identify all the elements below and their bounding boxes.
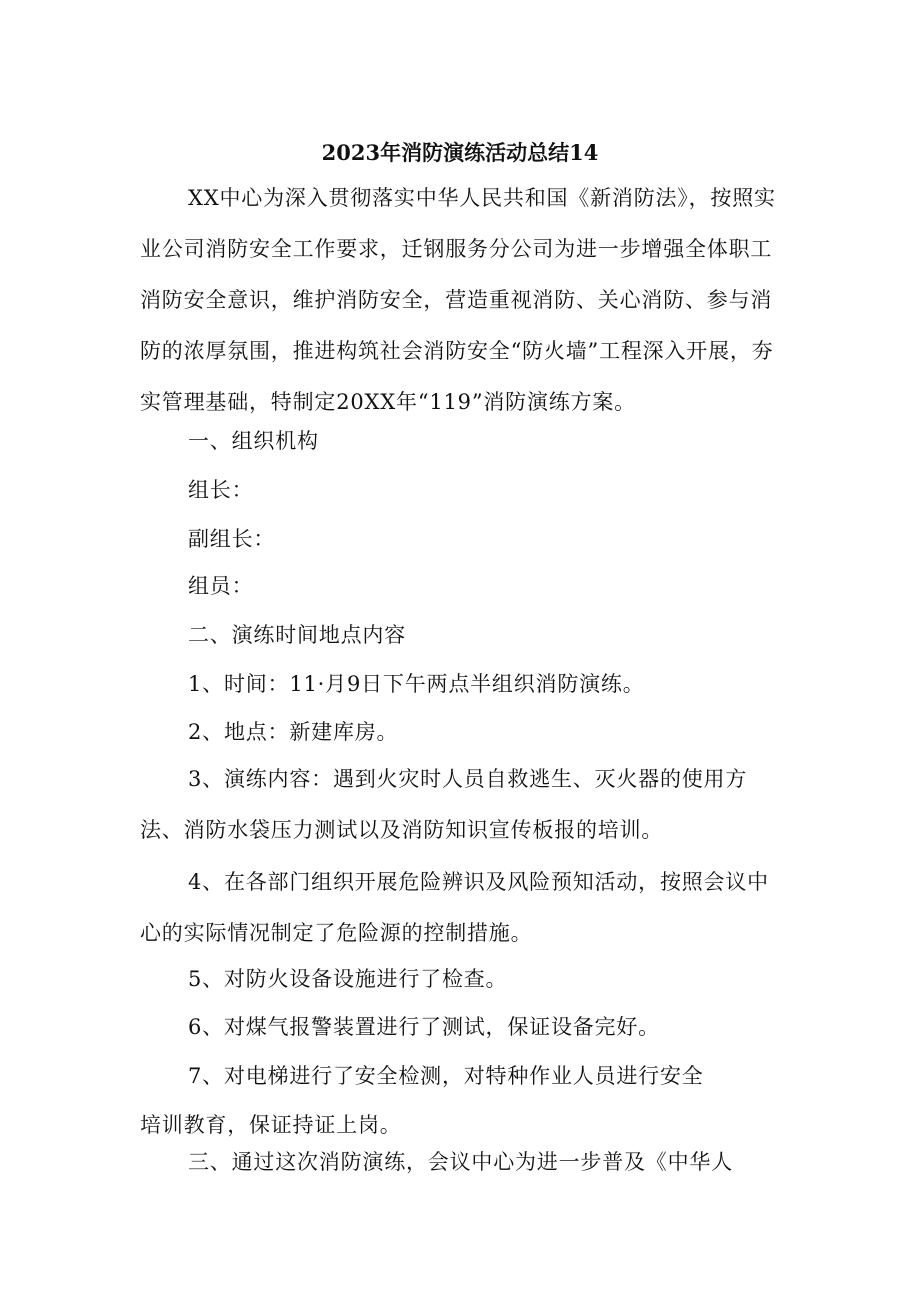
item-risk-identification: 4、在各部门组织开展危险辨识及风险预知活动，按照会议中心的实际情况制定了危险源的控制措施。: [140, 870, 769, 945]
deputy-leader-line: 副组长：: [188, 527, 276, 551]
section3-start: 三、通过这次消防演练，会议中心为进一步普及《中华人: [188, 1150, 733, 1174]
members-line: 组员：: [188, 574, 254, 598]
item-content: 3、演练内容：遇到火灾时人员自救逃生、灭火器的使用方法、消防水袋压力测试以及消防知识宣传板报的培训。: [140, 767, 748, 842]
item-elevator-line2: 培训教育，保证持证上岗。: [140, 1113, 402, 1137]
item-time: 1、时间：11·月9日下午两点半组织消防演练。: [188, 672, 645, 696]
item-gas-alarm: 6、对煤气报警装置进行了测试，保证设备完好。: [188, 1015, 660, 1039]
item-fire-equipment: 5、对防火设备设施进行了检查。: [188, 967, 508, 991]
item-elevator-line1: 7、对电梯进行了安全检测，对特种作业人员进行安全: [188, 1064, 704, 1088]
item-location: 2、地点：新建库房。: [188, 720, 399, 744]
section2-heading: 二、演练时间地点内容: [188, 623, 406, 647]
intro-paragraph: XX中心为深入贯彻落实中华人民共和国《新消防法》，按照实业公司消防安全工作要求，迁钢服务分公司为进一步增强全体职工消防安全意识，维护消防安全，营造重视消防、关心消防、参与消防的浓厚氛围，推进构筑社会消防安全“防火墙”工程深入开展，夯实管理基础，特制定20XX年“119”消防演练方案。: [140, 186, 776, 414]
document-title: 2023年消防演练活动总结14: [321, 140, 599, 165]
leader-line: 组长：: [188, 478, 254, 502]
section1-heading: 一、组织机构: [188, 429, 319, 453]
